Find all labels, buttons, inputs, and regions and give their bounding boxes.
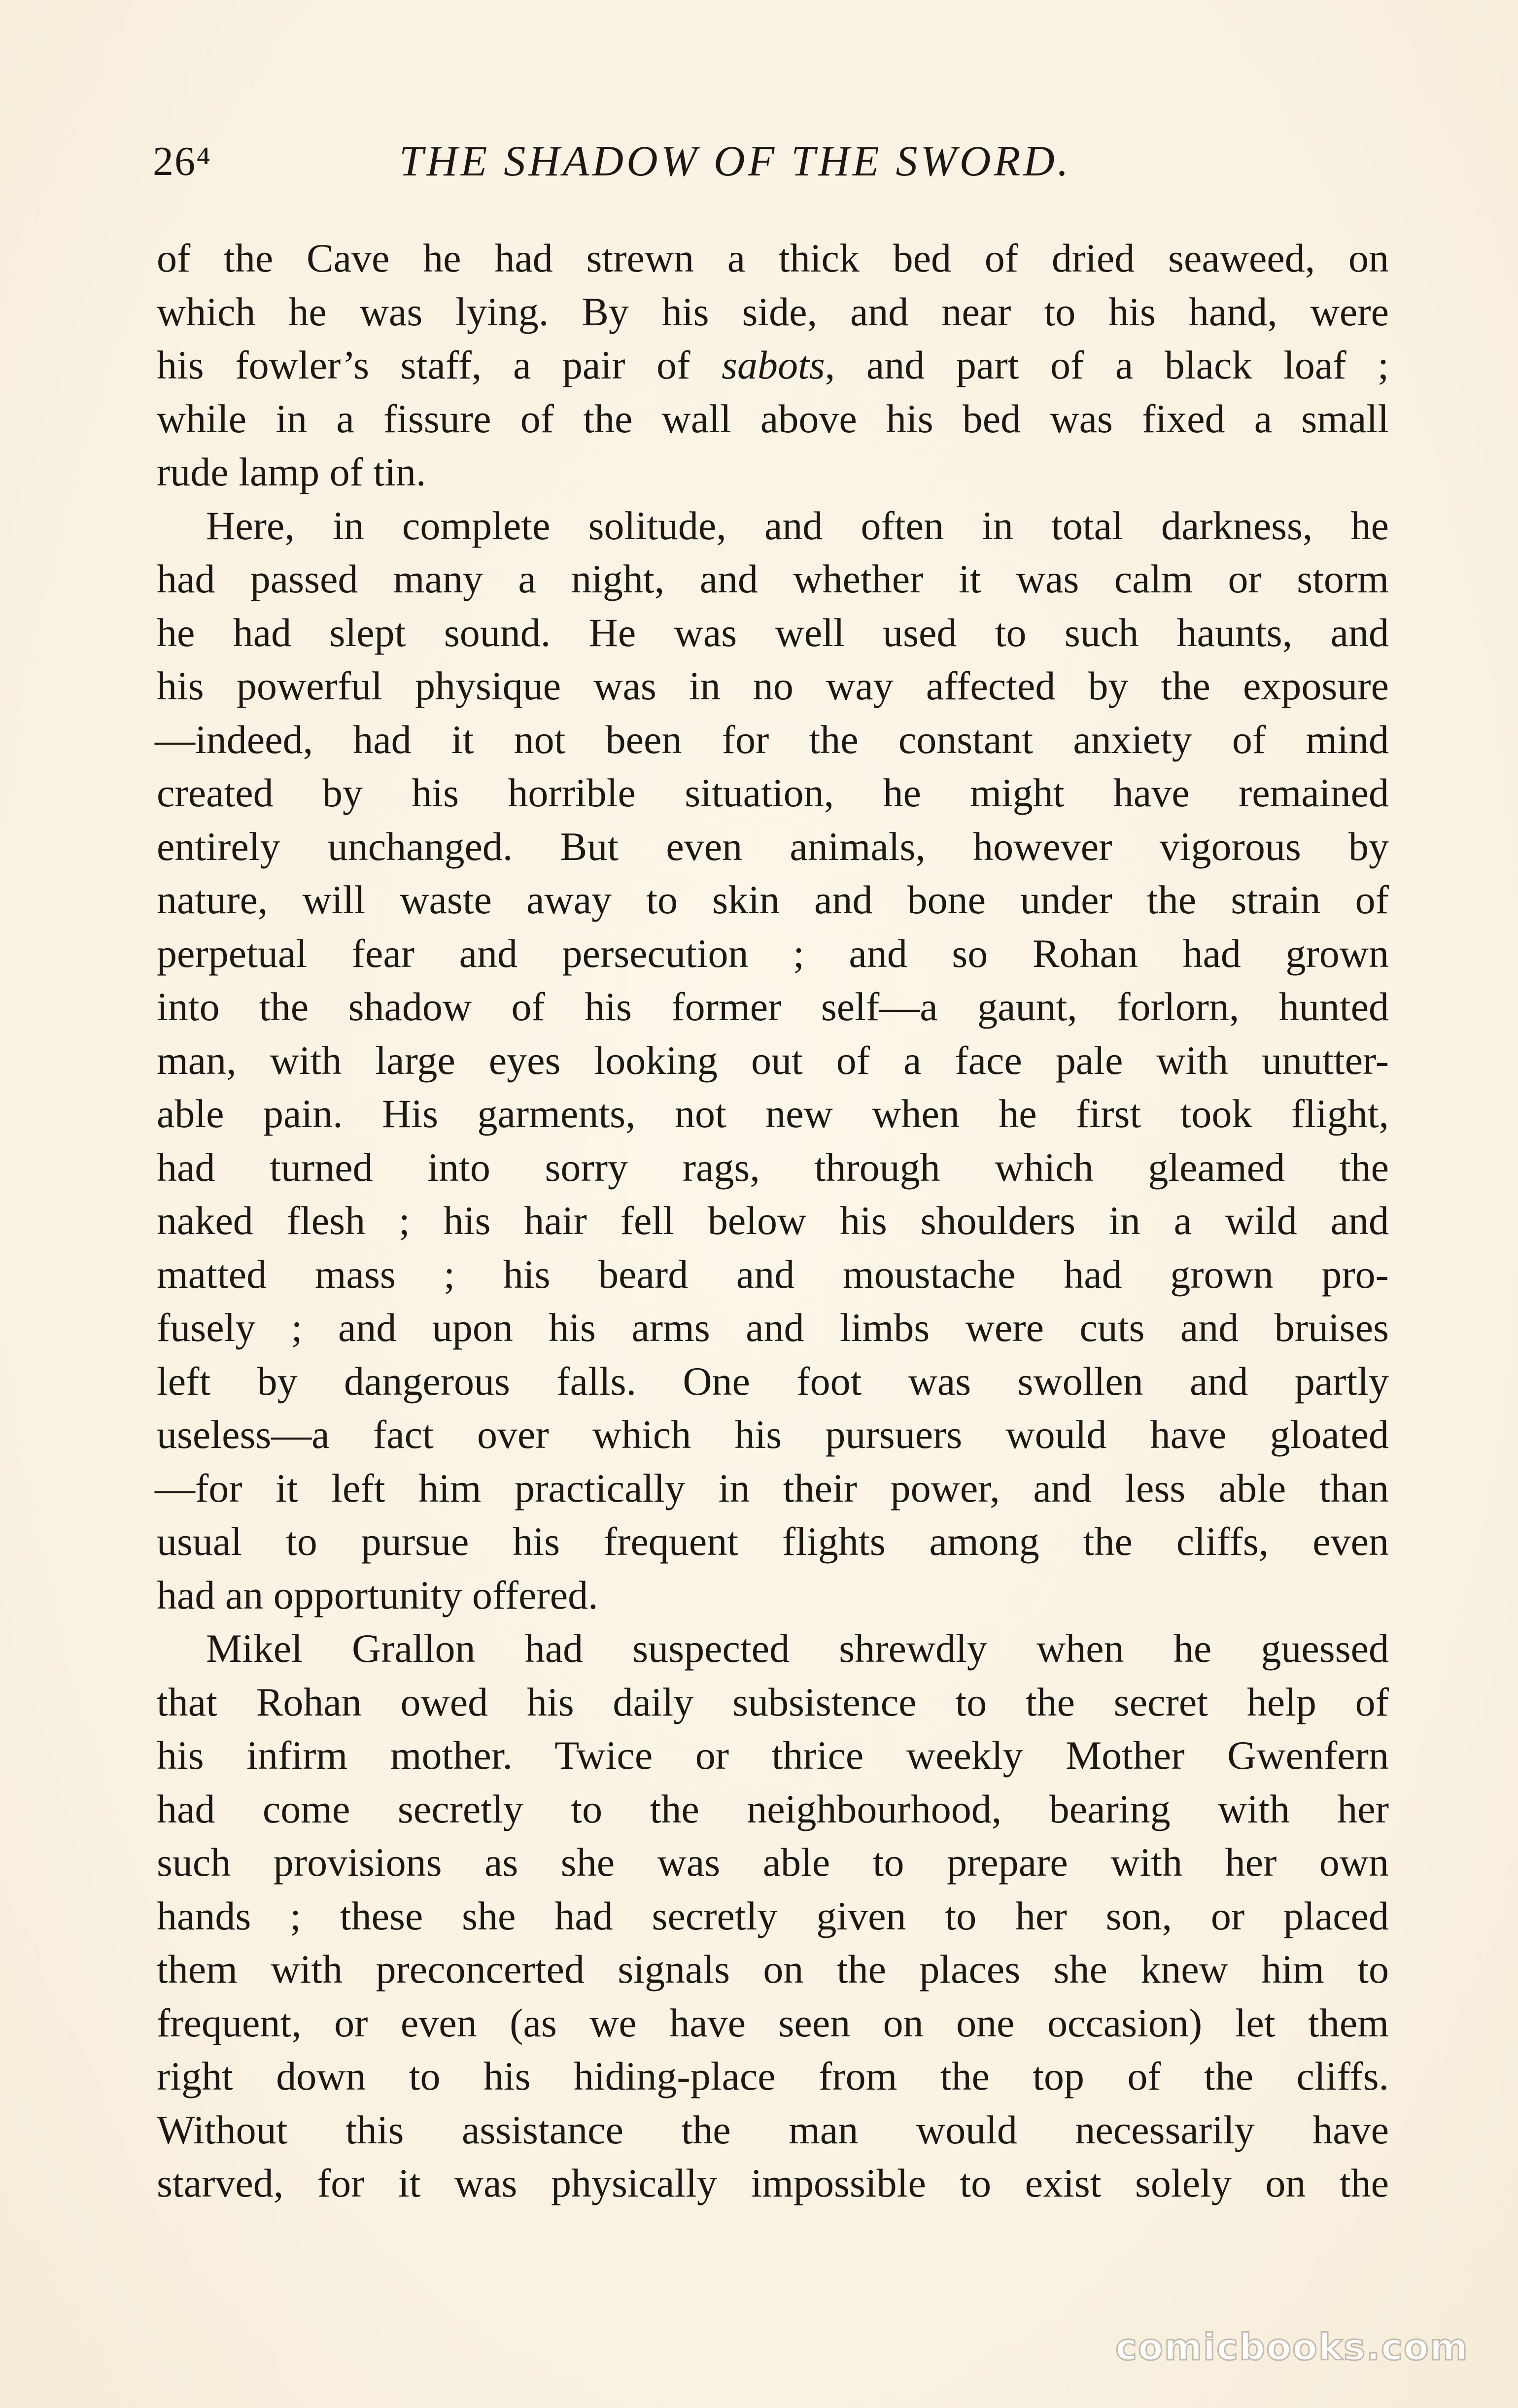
text-line: rude lamp of tin.: [157, 449, 426, 494]
text-segment: his fowler’s staff, a pair of: [157, 343, 690, 387]
text-line: such provisions as she was able to prepare with her own: [157, 1840, 1389, 1885]
text-line: perpetual fear and persecution ; and so Rohan had grown: [157, 930, 1389, 976]
text-segment: , and part of a black loaf ;: [825, 343, 1389, 387]
text-line: right down to his hiding-place from the top of the cliffs.: [157, 2054, 1389, 2098]
text-line: had an opportunity offered.: [157, 1572, 598, 1617]
paragraph-first-line: Here, in complete solitude, and often in total darkness, he: [206, 503, 1389, 548]
text-line: —for it left him practically in their power, and less able than: [155, 1465, 1389, 1511]
running-head: [153, 132, 1385, 191]
text-line: of the Cave he had strewn a thick bed of dried seaweed, on: [157, 236, 1389, 280]
text-line: naked flesh ; his hair fell below his shoulders in a wild and: [157, 1198, 1389, 1243]
text-line: while in a fissure of the wall above his bed was fixed a small: [157, 396, 1389, 441]
italic-word: sabots: [722, 343, 825, 387]
text-line: had passed many a night, and whether it was calm or storm: [157, 556, 1389, 601]
text-line: Without this assistance the man would necessarily have: [157, 2107, 1389, 2152]
text-line: that Rohan owed his daily subsistence to the secret help of: [157, 1679, 1389, 1724]
text-line: —indeed, had it not been for the constant anxiety of mind: [155, 717, 1389, 762]
watermark: comicbooks.com: [1115, 2326, 1469, 2369]
text-line: them with preconcerted signals on the places she knew him to: [157, 1947, 1389, 1992]
text-line: useless—a fact over which his pursuers would have gloated: [157, 1412, 1389, 1457]
text-line: he had slept sound. He was well used to such haunts, and: [157, 610, 1389, 655]
text-line: had turned into sorry rags, through which gleamed the: [157, 1144, 1389, 1190]
text-line: matted mass ; his beard and moustache had grown pro-: [157, 1251, 1389, 1297]
text-line: his infirm mother. Twice or thrice weekly Mother Gwenfern: [157, 1733, 1389, 1778]
text-line: hands ; these she had secretly given to her son, or placed: [157, 1893, 1389, 1938]
text-line: which he was lying. By his side, and near to his hand, were: [157, 289, 1389, 334]
text-line: frequent, or even (as we have seen on one occasion) let them: [157, 2000, 1389, 2045]
page-number: 26⁴: [153, 138, 212, 184]
running-title: THE SHADOW OF THE SWORD.: [399, 138, 1071, 185]
text-line: able pain. His garments, not new when he first took flight,: [157, 1091, 1389, 1136]
text-line: left by dangerous falls. One foot was swollen and partly: [157, 1358, 1389, 1404]
text-line: usual to pursue his frequent flights among the cliffs, even: [157, 1519, 1389, 1564]
text-line: his powerful physique was in no way affected by the exposure: [157, 663, 1389, 708]
text-line: entirely unchanged. But even animals, however vigorous by: [157, 824, 1389, 869]
text-line: starved, for it was physically impossible to exist solely on the: [157, 2161, 1389, 2205]
paragraph-first-line: Mikel Grallon had suspected shrewdly when he guessed: [206, 1626, 1389, 1671]
text-line: created by his horrible situation, he might have remained: [157, 770, 1389, 815]
text-line: fusely ; and upon his arms and limbs were cuts and bruises: [157, 1305, 1389, 1350]
text-line: man, with large eyes looking out of a face pale with unutter-: [157, 1037, 1389, 1083]
text-line: into the shadow of his former self—a gaunt, forlorn, hunted: [157, 984, 1389, 1029]
text-line: had come secretly to the neighbourhood, bearing with her: [157, 1786, 1389, 1831]
body-text: [157, 232, 1389, 2210]
text-line: [157, 339, 1389, 392]
text-line: nature, will waste away to skin and bone under the strain of: [157, 877, 1389, 922]
